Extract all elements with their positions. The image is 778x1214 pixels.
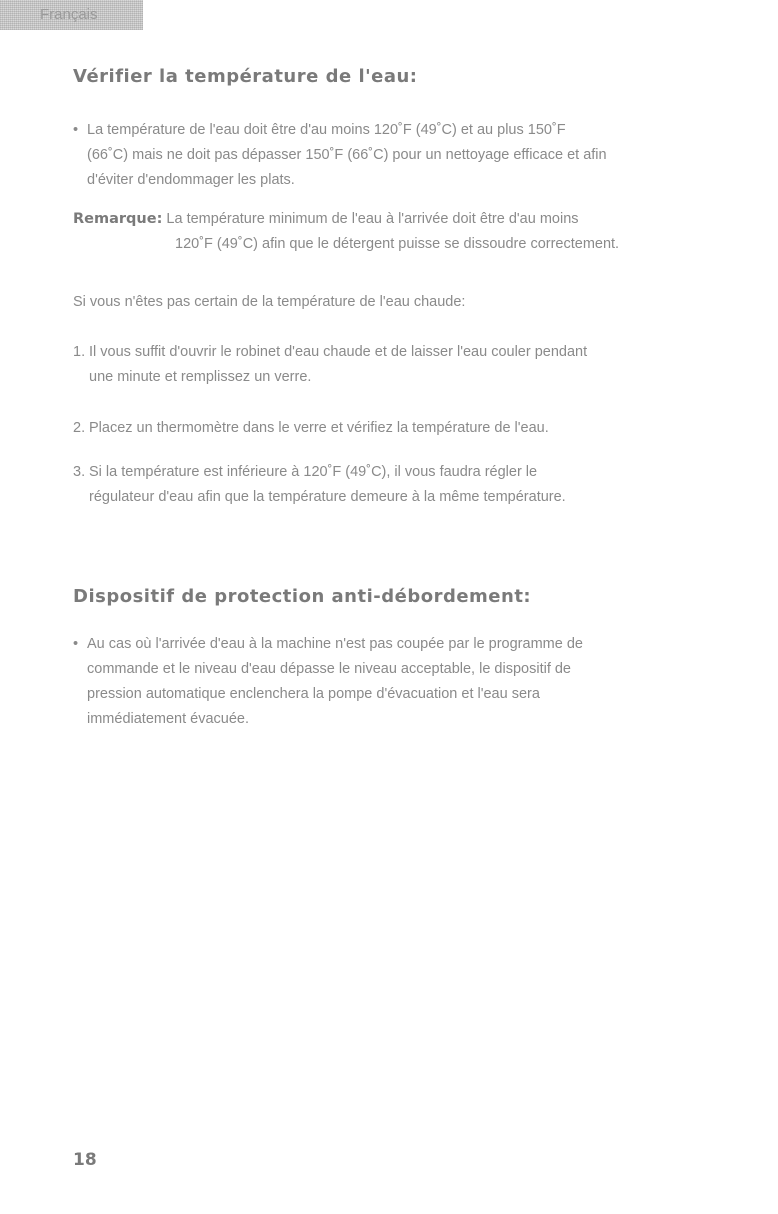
- step-1: [73, 340, 587, 390]
- bullet-icon: •: [73, 636, 79, 652]
- step-line: régulateur d'eau afin que la température demeure à la même température.: [89, 489, 566, 505]
- remark-line: 120˚F (49˚C) afin que le détergent puisse se dissoudre correctement.: [175, 236, 620, 252]
- intro-text: Si vous n'êtes pas certain de la température de l'eau chaude:: [73, 294, 466, 310]
- bullet-line: commande et le niveau d'eau dépasse le niveau acceptable, le dispositif de: [87, 661, 572, 677]
- section-title-overflow-protection: Dispositif de protection anti-débordement:: [73, 586, 532, 607]
- bullet-overflow-protection: [73, 632, 583, 732]
- remark-label: Remarque:: [73, 211, 163, 227]
- step-line: Si la température est inférieure à 120˚F (49˚C), il vous faudra régler le: [89, 464, 538, 480]
- bullet-icon: •: [73, 122, 79, 138]
- step-line: une minute et remplissez un verre.: [89, 369, 312, 385]
- remark-line: La température minimum de l'eau à l'arrivée doit être d'au moins: [166, 211, 579, 227]
- bullet-line: La température de l'eau doit être d'au moins 120˚F (49˚C) et au plus 150˚F: [87, 122, 566, 138]
- language-tab: Français: [0, 0, 143, 30]
- page-number: 18: [73, 1150, 97, 1170]
- step-line: Il vous suffit d'ouvrir le robinet d'eau chaude et de laisser l'eau couler pendant: [89, 344, 588, 360]
- bullet-line: immédiatement évacuée.: [87, 711, 249, 727]
- bullet-line: (66˚C) mais ne doit pas dépasser 150˚F (66˚C) pour un nettoyage efficace et afin: [87, 147, 607, 163]
- step-number: 3.: [73, 464, 86, 480]
- step-2: [73, 416, 549, 441]
- step-3: [73, 460, 566, 510]
- step-number: 2.: [73, 420, 86, 436]
- bullet-water-temperature: [73, 118, 607, 193]
- section-title-water-temperature: Vérifier la température de l'eau:: [73, 66, 418, 87]
- bullet-line: pression automatique enclenchera la pompe d'évacuation et l'eau sera: [87, 686, 540, 702]
- step-number: 1.: [73, 344, 86, 360]
- bullet-line: Au cas où l'arrivée d'eau à la machine n'est pas coupée par le programme de: [87, 636, 583, 652]
- remark: [73, 207, 619, 257]
- step-line: Placez un thermomètre dans le verre et vérifiez la température de l'eau.: [89, 420, 549, 436]
- bullet-line: d'éviter d'endommager les plats.: [87, 172, 295, 188]
